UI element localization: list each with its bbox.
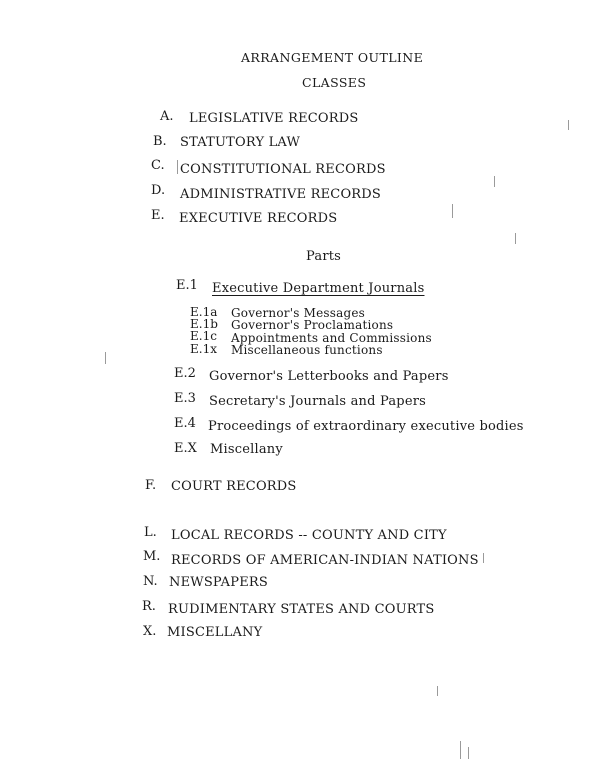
parts-heading: Parts [306, 249, 342, 264]
class-label: NEWSPAPERS [169, 575, 269, 590]
subpart-code: E.1b [190, 317, 218, 331]
subpart-label: Governor's Proclamations [231, 318, 394, 332]
class-label: EXECUTIVE RECORDS [179, 211, 338, 226]
subpart-code: E.1c [190, 329, 217, 343]
subpart-code: E.1x [190, 342, 217, 356]
class-code: N. [143, 574, 158, 589]
subpart-label: Governor's Messages [231, 306, 365, 320]
scan-artifact [515, 233, 516, 244]
part-code: E.1 [176, 278, 198, 293]
class-code: X. [143, 624, 157, 639]
subpart-code: E.1a [190, 305, 218, 319]
part-code: E.X [174, 441, 197, 456]
part-code: E.2 [174, 366, 196, 381]
class-label: STATUTORY LAW [180, 135, 301, 150]
class-code: D. [151, 183, 166, 198]
class-label: CONSTITUTIONAL RECORDS [180, 162, 386, 177]
subpart-label: Appointments and Commissions [231, 331, 432, 345]
part-label-underlined: Executive Department Journals [212, 281, 425, 296]
class-code: R. [142, 599, 156, 614]
part-code: E.3 [174, 391, 196, 406]
class-label: MISCELLANY [167, 625, 263, 640]
scan-artifact [437, 686, 438, 696]
class-code: F. [145, 478, 157, 493]
class-code: C. [151, 158, 165, 173]
scan-artifact [494, 176, 495, 187]
class-code: L. [144, 525, 157, 540]
class-code: A. [160, 109, 174, 124]
part-label: Miscellany [210, 442, 283, 457]
class-label: RUDIMENTARY STATES AND COURTS [168, 602, 435, 617]
scan-artifact [468, 747, 469, 759]
scan-artifact [568, 120, 569, 130]
class-label: LOCAL RECORDS -- COUNTY AND CITY [171, 528, 447, 543]
scan-artifact [460, 741, 461, 759]
class-label: RECORDS OF AMERICAN-INDIAN NATIONS [171, 553, 479, 568]
document-subtitle: CLASSES [302, 75, 367, 90]
class-label: COURT RECORDS [171, 479, 297, 494]
class-code: E. [151, 208, 165, 223]
class-code: B. [153, 134, 167, 149]
class-label: LEGISLATIVE RECORDS [189, 111, 359, 126]
part-label: Secretary's Journals and Papers [209, 394, 426, 409]
scan-artifact [105, 352, 106, 364]
scan-artifact [452, 204, 453, 218]
class-label: ADMINISTRATIVE RECORDS [180, 187, 382, 202]
scan-artifact [177, 160, 178, 174]
part-code: E.4 [174, 416, 196, 431]
scan-artifact [483, 553, 484, 563]
part-label: Proceedings of extraordinary executive bodies [208, 419, 524, 434]
class-code: M. [143, 549, 161, 564]
document-title: ARRANGEMENT OUTLINE [241, 50, 424, 65]
subpart-label: Miscellaneous functions [231, 343, 383, 357]
part-label: Governor's Letterbooks and Papers [209, 369, 449, 384]
